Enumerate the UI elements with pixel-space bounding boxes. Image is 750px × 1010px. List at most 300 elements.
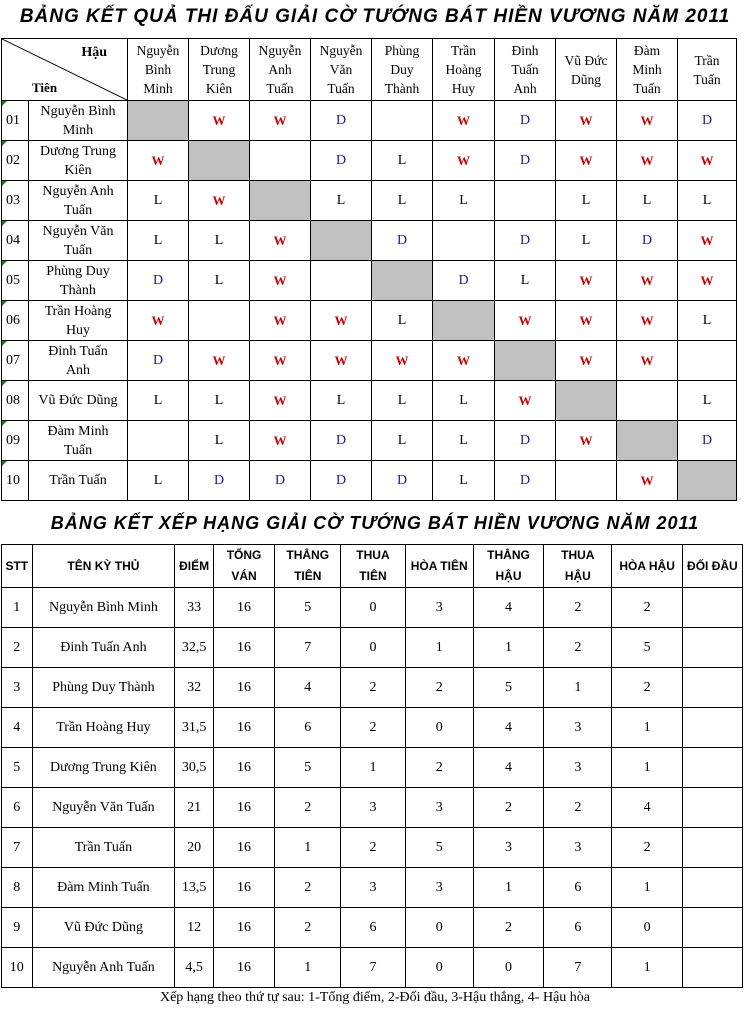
result-cell: L	[372, 301, 433, 341]
result-cell: W	[250, 101, 311, 141]
result-cell: D	[311, 141, 372, 181]
row-number-text: 01	[6, 112, 20, 128]
ranking-cell: 7	[2, 828, 33, 868]
ranking-cell: 5	[473, 668, 543, 708]
column-header-player	[250, 39, 311, 101]
result-cell: W	[556, 141, 617, 181]
column-header-player	[495, 39, 556, 101]
ranking-cell: 4	[612, 788, 682, 828]
ranking-cell: 1	[275, 828, 341, 868]
results-row	[2, 301, 737, 341]
corner-label-tien: Tiên	[32, 80, 58, 95]
text-line: THẮNG	[487, 548, 530, 562]
ranking-cell: 2	[473, 908, 543, 948]
ranking-cell: 32,5	[175, 628, 214, 668]
ranking-cell: 2	[2, 628, 33, 668]
ranking-cell: 5	[2, 748, 33, 788]
ranking-row	[2, 588, 743, 628]
ranking-cell: 5	[275, 588, 341, 628]
text-line: HÒA TIÊN	[410, 558, 468, 573]
ranking-cell: 16	[213, 908, 274, 948]
text-line: HẬU	[495, 569, 522, 583]
ranking-cell: 7	[341, 948, 405, 988]
row-player-name	[29, 181, 128, 221]
results-title: BẢNG KẾT QUẢ THI ĐẤU GIẢI CỜ TƯỚNG BÁT HIỀN VƯƠNG NĂM 2011	[19, 6, 731, 27]
text-line: Nguyễn Văn	[42, 223, 114, 239]
result-cell: W	[678, 141, 737, 181]
result-cell	[311, 261, 372, 301]
ranking-row	[2, 908, 743, 948]
text-line: ĐỐI ĐẦU	[687, 558, 738, 573]
ranking-cell: 16	[213, 668, 274, 708]
ranking-cell: 16	[213, 828, 274, 868]
text-line: Tuấn	[327, 81, 355, 96]
column-header-player	[556, 39, 617, 101]
self-match-cell	[128, 101, 189, 141]
ranking-column-header	[213, 545, 274, 588]
text-line: Huy	[451, 81, 476, 96]
result-cell: W	[617, 141, 678, 181]
text-line: Tuấn	[63, 442, 93, 458]
result-cell: L	[189, 221, 250, 261]
result-cell: L	[678, 181, 737, 221]
text-line: Đinh Tuấn	[48, 343, 108, 359]
result-cell: L	[311, 181, 372, 221]
result-cell	[372, 101, 433, 141]
ranking-cell	[682, 948, 742, 988]
row-number-text: 10	[6, 472, 20, 488]
result-cell: W	[311, 341, 372, 381]
column-header-player	[128, 39, 189, 101]
row-number	[2, 101, 29, 141]
result-cell: W	[617, 101, 678, 141]
result-cell: D	[495, 421, 556, 461]
ranking-cell: 2	[275, 868, 341, 908]
ranking-column-header	[341, 545, 405, 588]
text-line: Anh	[268, 62, 292, 77]
result-cell: W	[250, 301, 311, 341]
ranking-column-header	[544, 545, 612, 588]
column-header-player	[678, 39, 737, 101]
text-line: STT	[5, 558, 29, 573]
ranking-row	[2, 828, 743, 868]
ranking-cell: 16	[213, 748, 274, 788]
self-match-cell	[556, 381, 617, 421]
result-cell: D	[311, 421, 372, 461]
result-cell: L	[311, 381, 372, 421]
result-cell: L	[372, 141, 433, 181]
ranking-cell: 21	[175, 788, 214, 828]
self-match-cell	[372, 261, 433, 301]
result-cell: W	[189, 341, 250, 381]
ranking-player-name: Phùng Duy Thành	[32, 668, 175, 708]
text-line: Huy	[65, 322, 91, 338]
result-cell: L	[372, 421, 433, 461]
ranking-cell	[682, 668, 742, 708]
result-cell: D	[372, 461, 433, 501]
result-cell: W	[678, 261, 737, 301]
ranking-cell: 6	[341, 908, 405, 948]
row-number-text: 08	[6, 392, 20, 408]
ranking-cell: 0	[405, 948, 473, 988]
text-line: TÊN KỲ THỦ	[67, 558, 140, 573]
result-cell: W	[250, 341, 311, 381]
row-marker	[2, 261, 7, 266]
ranking-cell: 1	[612, 748, 682, 788]
ranking-cell	[682, 628, 742, 668]
result-cell: W	[433, 101, 495, 141]
ranking-cell: 3	[405, 588, 473, 628]
ranking-cell: 2	[612, 668, 682, 708]
ranking-cell: 2	[473, 788, 543, 828]
text-line: Trung	[202, 62, 236, 77]
row-number	[2, 461, 29, 501]
ranking-row	[2, 668, 743, 708]
result-cell: W	[556, 261, 617, 301]
result-cell: L	[433, 381, 495, 421]
ranking-cell: 20	[175, 828, 214, 868]
row-player-name	[29, 341, 128, 381]
text-line: Phùng	[384, 43, 420, 58]
result-cell: L	[128, 381, 189, 421]
row-player-name	[29, 301, 128, 341]
ranking-cell	[682, 828, 742, 868]
ranking-cell: 0	[473, 948, 543, 988]
ranking-cell: 1	[473, 628, 543, 668]
results-row	[2, 341, 737, 381]
self-match-cell	[433, 301, 495, 341]
text-line: Nguyễn Anh	[42, 183, 114, 199]
text-line: VÁN	[231, 569, 257, 583]
ranking-column-header	[682, 545, 742, 588]
text-line: Đàm Minh	[47, 423, 109, 439]
results-row	[2, 181, 737, 221]
ranking-cell: 3	[2, 668, 33, 708]
result-cell: W	[495, 381, 556, 421]
ranking-cell: 6	[544, 868, 612, 908]
row-marker	[2, 181, 7, 186]
result-cell: L	[678, 301, 737, 341]
result-cell: L	[128, 181, 189, 221]
ranking-cell: 33	[175, 588, 214, 628]
result-cell: D	[189, 461, 250, 501]
ranking-cell: 5	[275, 748, 341, 788]
results-row	[2, 421, 737, 461]
text-line: Tuấn	[693, 71, 721, 87]
result-cell: W	[250, 381, 311, 421]
text-line: Dương	[200, 43, 238, 58]
result-cell: W	[556, 101, 617, 141]
ranking-cell: 4	[275, 668, 341, 708]
ranking-header-row	[2, 545, 743, 588]
ranking-cell: 3	[544, 748, 612, 788]
result-cell: W	[433, 141, 495, 181]
results-row	[2, 261, 737, 301]
result-cell: W	[556, 301, 617, 341]
ranking-cell: 10	[2, 948, 33, 988]
ranking-cell: 1	[2, 588, 33, 628]
ranking-column-header	[32, 545, 175, 588]
row-marker	[2, 341, 7, 346]
result-cell: W	[617, 341, 678, 381]
result-cell: D	[495, 461, 556, 501]
ranking-cell	[682, 588, 742, 628]
ranking-cell: 6	[275, 708, 341, 748]
result-cell: D	[311, 461, 372, 501]
row-number	[2, 141, 29, 181]
ranking-player-name: Trần Hoàng Huy	[32, 708, 175, 748]
ranking-cell: 16	[213, 948, 274, 988]
ranking-cell: 5	[612, 628, 682, 668]
text-line: Vũ Đức Dũng	[38, 393, 118, 408]
ranking-cell: 1	[612, 868, 682, 908]
ranking-cell: 3	[473, 828, 543, 868]
row-number	[2, 421, 29, 461]
ranking-table	[1, 544, 743, 988]
ranking-cell: 4	[2, 708, 33, 748]
ranking-cell: 2	[612, 588, 682, 628]
row-player-name	[29, 381, 128, 421]
self-match-cell	[189, 141, 250, 181]
ranking-cell	[682, 788, 742, 828]
corner-label-hau: Hậu	[81, 45, 107, 60]
ranking-cell: 16	[213, 588, 274, 628]
text-line: Bình	[144, 62, 172, 77]
text-line: Vũ Đức	[564, 52, 608, 68]
result-cell	[128, 421, 189, 461]
ranking-cell: 2	[544, 628, 612, 668]
result-cell: W	[556, 341, 617, 381]
ranking-row	[2, 788, 743, 828]
result-cell: W	[372, 341, 433, 381]
result-cell	[617, 381, 678, 421]
result-cell: W	[128, 141, 189, 181]
ranking-player-name: Đàm Minh Tuấn	[32, 868, 175, 908]
row-number-text: 05	[6, 272, 20, 288]
result-cell: L	[556, 221, 617, 261]
self-match-cell	[311, 221, 372, 261]
row-number	[2, 221, 29, 261]
ranking-row	[2, 708, 743, 748]
result-cell: L	[128, 461, 189, 501]
result-cell	[556, 461, 617, 501]
text-line: HẬU	[564, 569, 591, 583]
row-number	[2, 301, 29, 341]
result-cell: L	[189, 261, 250, 301]
result-cell: W	[433, 341, 495, 381]
column-header-player	[617, 39, 678, 101]
ranking-cell: 1	[612, 948, 682, 988]
text-line: Nguyễn	[136, 43, 180, 58]
ranking-player-name: Đinh Tuấn Anh	[32, 628, 175, 668]
result-cell: W	[189, 181, 250, 221]
text-line: Hoàng	[445, 62, 482, 77]
ranking-cell: 13,5	[175, 868, 214, 908]
ranking-cell: 3	[544, 708, 612, 748]
row-player-name	[29, 141, 128, 181]
result-cell: W	[311, 301, 372, 341]
text-line: Tuấn	[63, 242, 93, 258]
results-row	[2, 221, 737, 261]
ranking-row	[2, 628, 743, 668]
ranking-cell: 3	[341, 868, 405, 908]
text-line: Trần Hoàng	[44, 303, 112, 319]
ranking-cell	[682, 748, 742, 788]
ranking-cell	[682, 868, 742, 908]
ranking-cell: 2	[544, 588, 612, 628]
result-cell	[189, 301, 250, 341]
ranking-cell: 32	[175, 668, 214, 708]
column-header-player	[311, 39, 372, 101]
row-number-text: 07	[6, 352, 20, 368]
result-cell: D	[128, 261, 189, 301]
result-cell: W	[250, 421, 311, 461]
result-cell: D	[678, 101, 737, 141]
ranking-row	[2, 748, 743, 788]
row-player-name	[29, 421, 128, 461]
text-line: Phùng Duy	[46, 263, 110, 279]
text-line: TỔNG	[226, 548, 262, 562]
ranking-player-name: Nguyễn Bình Minh	[32, 588, 175, 628]
text-line: Văn	[329, 62, 353, 77]
ranking-cell: 3	[341, 788, 405, 828]
result-cell: D	[617, 221, 678, 261]
self-match-cell	[250, 181, 311, 221]
result-cell: L	[372, 181, 433, 221]
result-cell: W	[189, 101, 250, 141]
text-line: Đàm	[633, 43, 661, 58]
text-line: Nguyễn	[319, 43, 363, 58]
result-cell: D	[495, 101, 556, 141]
result-cell: L	[128, 221, 189, 261]
result-cell: D	[495, 141, 556, 181]
ranking-column-header	[473, 545, 543, 588]
ranking-cell: 3	[405, 788, 473, 828]
ranking-cell: 2	[341, 668, 405, 708]
result-cell: L	[678, 381, 737, 421]
text-line: Minh	[62, 122, 94, 138]
row-marker	[2, 381, 7, 386]
row-marker	[2, 141, 7, 146]
row-number	[2, 381, 29, 421]
row-number-text: 02	[6, 152, 20, 168]
ranking-cell: 2	[275, 788, 341, 828]
row-player-name	[29, 461, 128, 501]
text-line: Tuấn	[266, 81, 294, 96]
ranking-cell: 2	[612, 828, 682, 868]
text-line: ĐIỂM	[179, 558, 210, 573]
ranking-player-name: Vũ Đức Dũng	[32, 908, 175, 948]
result-cell: L	[433, 181, 495, 221]
ranking-cell: 0	[341, 628, 405, 668]
row-player-name	[29, 101, 128, 141]
ranking-cell: 2	[275, 908, 341, 948]
row-number-text: 03	[6, 192, 20, 208]
ranking-player-name: Nguyễn Văn Tuấn	[32, 788, 175, 828]
row-player-name	[29, 221, 128, 261]
result-cell: W	[617, 261, 678, 301]
ranking-cell: 16	[213, 708, 274, 748]
result-cell: W	[495, 301, 556, 341]
text-line: Thành	[60, 282, 96, 298]
text-line: Trần Tuấn	[49, 473, 107, 488]
text-line: Dương Trung	[39, 143, 117, 159]
ranking-player-name: Nguyễn Anh Tuấn	[32, 948, 175, 988]
row-marker	[2, 461, 7, 466]
ranking-cell: 0	[405, 708, 473, 748]
text-line: Anh	[65, 362, 91, 378]
result-cell	[433, 221, 495, 261]
row-number	[2, 341, 29, 381]
row-marker	[2, 221, 7, 226]
text-line: Nguyễn Bình	[40, 103, 116, 119]
ranking-cell: 16	[213, 628, 274, 668]
ranking-cell: 2	[405, 668, 473, 708]
results-row	[2, 101, 737, 141]
text-line: Thành	[384, 81, 420, 96]
result-cell: L	[556, 181, 617, 221]
ranking-cell	[682, 908, 742, 948]
result-cell	[495, 181, 556, 221]
results-header-row	[2, 39, 737, 101]
ranking-cell: 2	[341, 708, 405, 748]
text-line: Trần	[450, 43, 476, 58]
result-cell: D	[250, 461, 311, 501]
result-cell: W	[617, 301, 678, 341]
ranking-cell: 2	[544, 788, 612, 828]
text-line: Tuấn	[63, 202, 93, 218]
ranking-cell: 1	[473, 868, 543, 908]
text-line: Nguyễn	[258, 43, 302, 58]
result-cell: L	[372, 381, 433, 421]
result-cell: L	[617, 181, 678, 221]
ranking-row	[2, 948, 743, 988]
self-match-cell	[495, 341, 556, 381]
result-cell: D	[495, 221, 556, 261]
text-line: Kiên	[64, 162, 92, 178]
ranking-cell: 4	[473, 588, 543, 628]
results-row	[2, 141, 737, 181]
result-cell: D	[311, 101, 372, 141]
corner-cell	[2, 39, 128, 101]
text-line: THẮNG	[286, 548, 330, 562]
ranking-footnote: Xếp hạng theo thứ tự sau: 1-Tổng điểm, 2-Đối đầu, 3-Hậu thắng, 4- Hậu hòa	[159, 990, 591, 1005]
ranking-cell: 4,5	[175, 948, 214, 988]
ranking-cell: 4	[473, 748, 543, 788]
ranking-cell: 16	[213, 788, 274, 828]
result-cell: L	[433, 461, 495, 501]
ranking-cell: 0	[341, 588, 405, 628]
text-line: Dũng	[571, 71, 601, 87]
ranking-title: BẢNG KẾT XẾP HẠNG GIẢI CỜ TƯỚNG BÁT HIỀN VƯƠNG NĂM 2011	[50, 513, 700, 533]
ranking-column-header	[275, 545, 341, 588]
text-line: Anh	[513, 81, 537, 96]
text-line: Tuấn	[511, 62, 539, 77]
text-line: THUA	[561, 548, 595, 562]
diagonal-divider	[2, 39, 127, 100]
ranking-cell: 16	[213, 868, 274, 908]
result-cell	[678, 341, 737, 381]
ranking-cell: 2	[341, 828, 405, 868]
ranking-cell: 5	[405, 828, 473, 868]
column-header-player	[372, 39, 433, 101]
text-line: Trần	[694, 52, 720, 68]
ranking-cell: 8	[2, 868, 33, 908]
results-row	[2, 461, 737, 501]
result-cell	[250, 141, 311, 181]
text-line: Tuấn	[633, 81, 661, 96]
ranking-cell	[682, 708, 742, 748]
